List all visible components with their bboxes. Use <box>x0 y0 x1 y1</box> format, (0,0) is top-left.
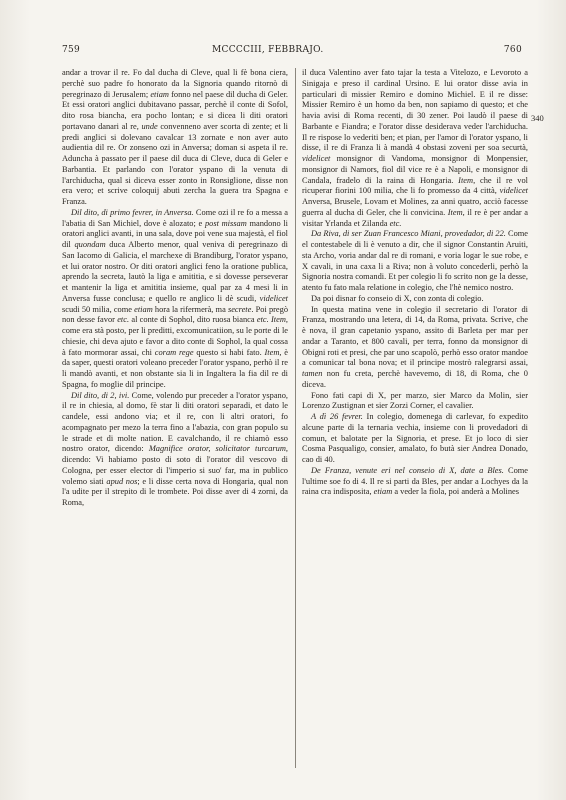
italic-text: Item <box>447 207 463 217</box>
italic-text: post missam <box>204 218 247 228</box>
paragraph <box>302 466 528 498</box>
italic-text: etiam <box>134 304 153 314</box>
italic-text: secrete <box>227 304 252 314</box>
left-column <box>62 68 288 509</box>
continued-paragraph <box>62 68 288 208</box>
italic-text: tamen <box>302 369 323 378</box>
text-run: Come ozi il re fo a messa a l'abatia di San Michiel, dove è alozato; e <box>62 207 288 228</box>
text-run: non fu creta, perchè havevemo, di 18, di Roma, che 0 diceva. <box>302 369 528 389</box>
text-run: questo si habi fato. <box>193 347 265 357</box>
text-run: andar a trovar il re. Fo dal ducha di Cleve, qual li fè bona ciera, perchè suo padre fo honorato da la Signoria quando ritornò di peregrinazo di Jerusalem; <box>62 68 288 99</box>
italic-text: Item <box>458 175 474 185</box>
text-run: ; e li disse certa nova di Hongaria, qual non l'a udite per il strepito di le trombete. Poi disse aver di 4 zorni, da Roma, <box>62 476 289 507</box>
text-run: a veder la fiola, poi anderà a Molines <box>392 487 519 497</box>
text-run: , il re è per andar a visitar Yrlanda et Zilanda <box>302 207 528 228</box>
text-columns <box>62 68 528 768</box>
italic-text: etc. <box>117 315 130 325</box>
italic-text: videlicet <box>499 186 528 196</box>
text-run: fonno nel paese dil ducha di Geler. Et essi oratori anglici dubitavano passar, perchè il conte di Sofol, dito rosa biancha, era pocho lontan; e si dicea li diti oratori portavano danari al re, <box>62 89 288 131</box>
text-run: , come era stà posto, per li preditti, excomunicatiion, su le porte di le chiesie, chi deva ajuto e favor a dito conte di Sophol, la qual cossa à fato mormorar assai, chi <box>62 315 288 357</box>
italic-text: etc. <box>389 218 402 228</box>
italic-text: videlicet <box>259 293 288 303</box>
italic-text: etc. <box>256 315 269 325</box>
italic-text: unde <box>141 121 158 131</box>
italic-text: coram rege <box>154 347 194 357</box>
text-run: duca Alberto menor, qual veniva di peregrinazo di San Iacomo di Galicia, el marchexe di Brandiburg, l'orator yspano, et lui orator nostro. Or diti oratori anglici feno la oratione publica, aprendo la secreta, lautò la liga e amititia, e si dovesse perseverar et mantenir la liga et amititia insieme, qual par za 4 mesi li in Anversa fusse conclusa; e quello re anglico li dè scudi, <box>62 240 288 303</box>
text-run: Fono fati capi di X, per marzo, sier Marco da Molin, sier Lorenzo Zustignan et sier Zorzi Corner, el cavalier. <box>302 390 528 411</box>
italic-text: videlicet <box>302 154 331 163</box>
italic-text: etiam <box>373 487 393 497</box>
text-run: scudi 50 milia, come <box>62 304 135 314</box>
italic-text: etiam <box>150 89 169 99</box>
italic-text: De Franza, venute eri nel conseio di X, date a Bles. <box>311 465 504 475</box>
text-run: . Poi pregò non desse favor <box>62 304 289 325</box>
paragraph <box>302 391 528 413</box>
italic-text: Dil dito, di primo fevrer, in Anversa. <box>71 207 194 217</box>
page-number-right: 760 <box>503 45 522 55</box>
text-run: hora la rifermerà, ma <box>152 304 228 314</box>
text-run: In questa matina vene in colegio il secretario di l'orator di Franza, mostrando una letera, di 14, da Roma, privata. Scrive, che è nova, il gran capetanio yspano, assito di Barleta per mar per andar a Taranto, et 800 cavali, per terra, fonno da monsignor di Obigni roti et presi, che par uno scapolò, perhò esso orator mandoe a comunicar tal bona nova; et il principe mostrò ralegrarsi assai, <box>302 304 528 368</box>
text-run: al conte di Sophol, dito ruosa bianca <box>129 315 257 325</box>
italic-text: Item <box>271 315 286 325</box>
italic-text: quondam <box>74 240 106 249</box>
italic-text: Dil dito, di 2, ivi. <box>71 390 130 400</box>
italic-text: apud nos <box>106 476 138 486</box>
paragraph <box>302 229 528 294</box>
text-run: Come, volendo pur preceder a l'orator yspano, il re in chiesia, al domo, fè star li diti oratori separadi, et dato le candele, essi andono via; et il re, con li altri oratori, fo acompagnato per mezo la terra fino a l'abazia, con gran populo su le strade et di molte nation. E cavalchando, il re chiamò esso nostro orator, dicendo: <box>62 390 289 454</box>
running-head: MCCCCIII, FEBBRAJO. <box>212 45 324 55</box>
text-run: mandono li oratori anglici avanti, in una sala, dove poi vene sua majestà, el fiol dil <box>62 218 289 249</box>
paragraph <box>302 412 528 466</box>
text-run: , è da saper, questi oratori voleano preceder l'orator yspano, perhò il re li mandò avanti, et non obstante sia li in Ingaltera la fia dil re di Spagna, fo moglie dil principe. <box>62 347 288 389</box>
text-run: Anversa, Brusele, Lovam et Molines, za anni quatro, acciò facesse guerra al ducha di Geler, che li convicina. <box>302 197 528 217</box>
text-run: , che il re vol ricuperar fiorini 100 milia, che li fo promesso da 4 città, <box>302 175 528 196</box>
text-run: In colegio, domenega di carlevar, fo expedito alcune parte di la ternaria vechia, insieme con li provedadori di comun, et balotate per la Signoria, et prese. Et jo loco di sier Cosma Pasqualigo, consier, amalato, fo butà sier Andrea Donado, cao di 40. <box>302 412 529 464</box>
text-run: il duca Valentino aver fato tajar la testa a Vitelozo, e Levoroto a Sinigaja e preso il cardinal Ursino. E lui orator disse avia in particulari di missier Remiro e domino Michiel. E il re disse: Missier Remiro è un homo da ben, non sapiamo di questo; et che havia avisi di Roma recenti, di 30 zener. Poi laudò il paese di Barbante e Fiandra; e l'orator disse desiderava veder l'archiducha. Il re rispose lo vederiti ben; et pian, per l'amor di l'orator yspano, li disse, il re di Franza li à mandà 4 obstasi zoveni per soa securtà, <box>302 68 528 153</box>
page-number-left: 759 <box>62 45 81 55</box>
page-header <box>62 45 522 61</box>
text-run: Da poi disnar fo conseio di X, con zonta di colegio. <box>311 293 484 303</box>
right-column <box>302 68 528 498</box>
text-run: , dicendo: Vi habiamo posto di soto di l'orator dil vescovo di Cologna, per esser elector di l'imperio si suo' far, ma in publico volemo siati <box>62 444 288 486</box>
paragraph <box>62 208 288 391</box>
text-run: Come l'ultime soe fo di 4. Il re si parti da Bles, per andar a Lochyes da la raina cra indisposita, <box>302 465 528 497</box>
column-divider <box>295 68 296 768</box>
italic-text: Item <box>264 347 280 357</box>
text-run: monsignor di Vandoma, monsignor di Monpensier, monsignor di Namors, fiol dil vice re è a Napoli, e monsignor di Candala, fradelo di la raina di Hongaria. <box>302 154 528 185</box>
margin-note: 340 <box>531 113 544 123</box>
text-run: convenneno aver scorta di zente; et li predi anglici si dolevano cavalcar 13 zornate e non aver auto audientia dil re. Or zonseno ozi in Anversa; doman si aspeta il re. Aduncha à passato per il paese dil duca di Cleve, duca di Geler e Barbantia. Et parlando con l'orator yspano di la venuta di l'archiducha, qual si diceva esser zonto in Ronsiglione, disse non era vero; et scrive coloquij abuti zercha la guera tra Spagna e Franza. <box>62 121 288 206</box>
italic-text: A dì 26 fevrer. <box>311 412 363 421</box>
paragraph <box>62 391 288 509</box>
paragraph <box>302 294 528 305</box>
paragraph <box>302 305 528 391</box>
italic-text: Magnifice orator, solicitator turcarum <box>148 444 286 454</box>
continued-paragraph <box>302 68 528 229</box>
text-run: Come el contestabele di li è venuto a dir, che il signor Constantin Aruiti, sta Archo, voria andar dal re di romani, e voria logar le sue robe, e X cavali, in una caxa li a Riva; non à voluto concederli, perhò la Signoria nostra comandi. Et per colegio li fo scrito non ge la desse, atento fu fato mala relatione in colegio, che l'hè nemico nostro. <box>302 229 528 292</box>
italic-text: Da Riva, di ser Zuan Francesco Miani, provedador, di 22. <box>311 229 506 239</box>
